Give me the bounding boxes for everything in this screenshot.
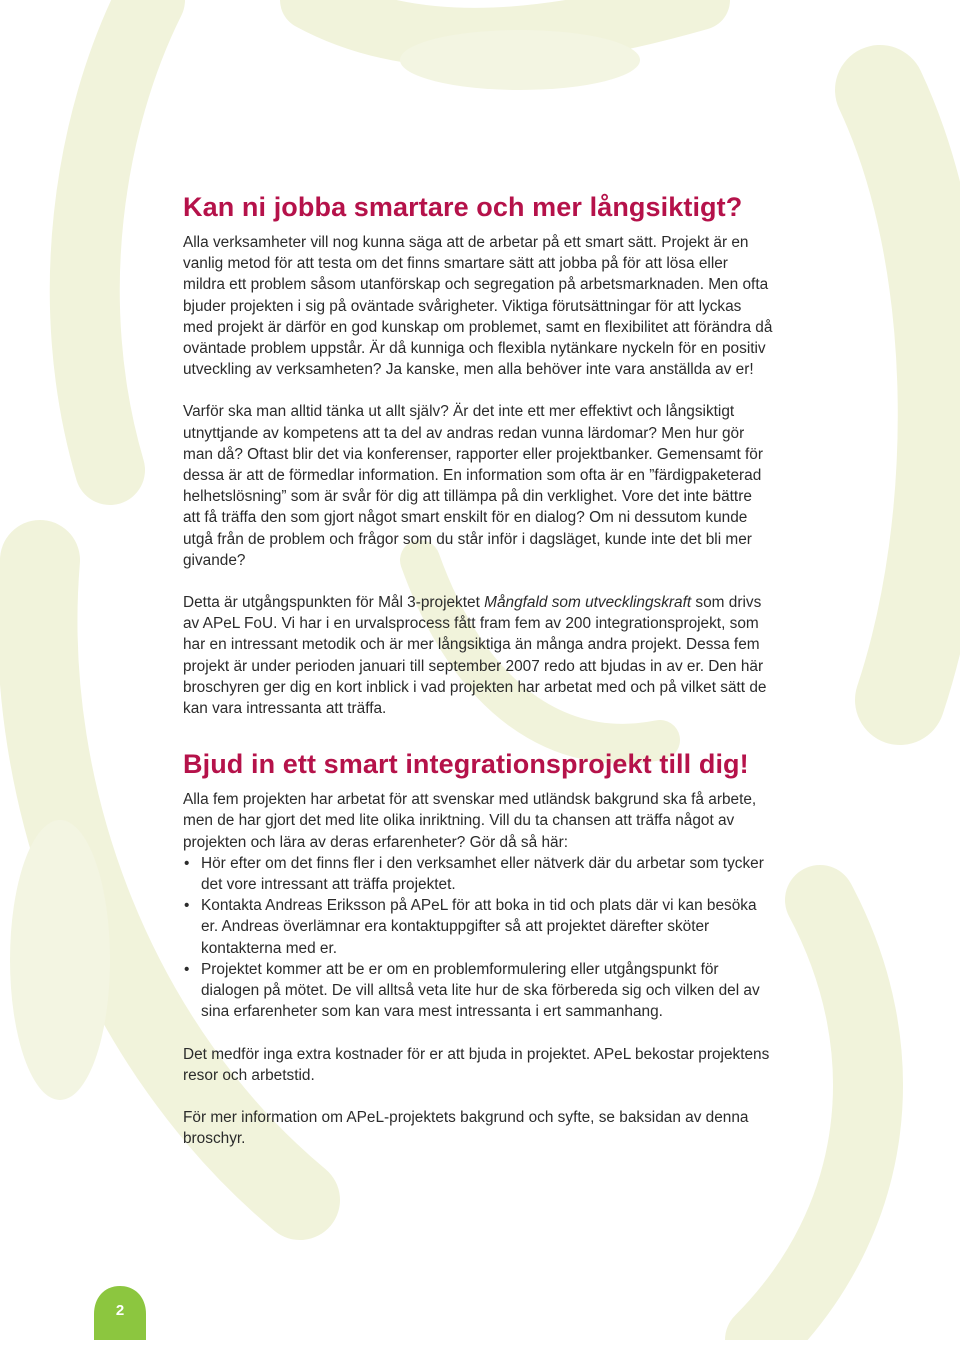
list-item: • Projektet kommer att be er om en problemformulering eller utgångspunkt för dialogen på mötet. De vill alltså veta lite hur de ska förbereda sig och vilken del av sina erfarenheter som kan vara mest intressanta i ert sammanhang. (183, 959, 773, 1023)
steps-list (183, 853, 773, 1023)
section-heading-invite: Bjud in ett smart integrationsprojekt till dig! (183, 749, 749, 780)
project-title: Mångfald som utvecklingskraft (484, 594, 692, 612)
page-heading: Kan ni jobba smartare och mer långsiktigt? (183, 192, 743, 222)
page-number-badge (92, 1284, 148, 1340)
paragraph-costs: Det medför inga extra kostnader för er att bjuda in projektet. APeL bekostar projektens resor och arbetstid. (183, 1045, 770, 1084)
intro-paragraph: Alla verksamheter vill nog kunna säga att de arbetar på ett smart sätt. Projekt är en vanlig metod för att testa om det finns smartare sätt att jobba på för att lösa eller mildra ett problem såsom utanförskap och segregation på arbetsmarknaden. Men ofta bjuder projekten i sig på oväntade svårigheter. Viktiga förutsättningar för att lyckas med projekt är därför en god kunskap om problemet, samt en flexibilitet att förändra då oväntade problem uppstår. Är då kunniga och flexibla nytänkare nyckeln för en positiv utveckling av verksamheten? Ja kanske, men alla behöver inte vara anställda av er! (183, 234, 773, 379)
paragraph-how-to: Alla fem projekten har arbetat för att svenskar med utländsk bakgrund ska få arbete, men de har gjort det med lite olika inriktning. Vill du ta chansen att träffa något av projekten och lära av deras erfarenheter? Gör då så här: (183, 791, 757, 851)
paragraph-more-info: För mer information om APeL-projektets bakgrund och syfte, se baksidan av denna broschyr. (183, 1108, 749, 1148)
main-content (183, 188, 773, 1149)
list-item: • Hör efter om det finns fler i den verksamhet eller nätverk där du arbetar som tycker det vore intressant att träffa projektet. (183, 853, 773, 895)
page-number: 2 (115, 1302, 125, 1319)
paragraph-project-background: Detta är utgångspunkten för Mål 3-projektet Mångfald som utvecklingskraft som drivs av APeL FoU. Vi har i en urvalsprocess fått fram fem av 200 integrationsprojekt, som har en intressant metodik och är mer långsiktiga än många andra projekt. Dessa fem projekt är under perioden januari till september 2007 redo att bjudas in av er. Den här broschyren ger dig en kort inblick i vad projekten har arbetat med och på vilket sätt de kan vara intressanta att träffa. (183, 594, 767, 718)
paragraph-knowledge-sharing: Varför ska man alltid tänka ut allt själv? Är det inte ett mer effektivt och långsiktigt utnyttjande av kompetens att ta del av andras redan vunna lärdomar? Men hur gör man då? Oftast blir det via konferenser, rapporter eller projektbanker. Gemensamt för dessa är att de förmedlar information. En information som ofta är en ”färdigpaketerad helhetslösning” som är svår för dig att tillämpa på din verklighet. Vore det inte bättre att få träffa den som gjort något smart enskilt för en dialog? Om ni dessutom kunde utgå från de problem och frågor som du står inför i dagsläget, kunde inte det bli mer givande? (183, 403, 763, 569)
list-item: • Kontakta Andreas Eriksson på APeL för att boka in tid och plats där vi kan besöka er. Andreas överlämnar era kontaktuppgifter så att projektet därefter sköter kontakterna med er. (183, 895, 773, 959)
